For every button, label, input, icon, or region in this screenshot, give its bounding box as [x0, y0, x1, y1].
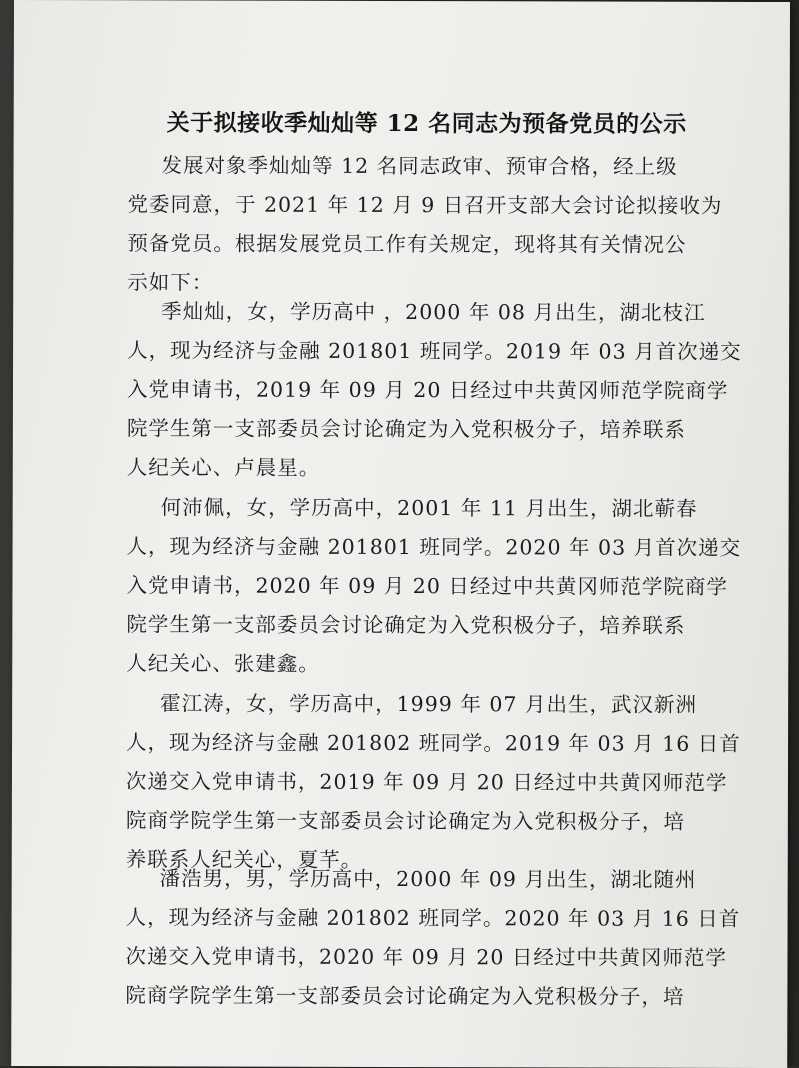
entry-line: 养联系人纪关心，夏芊。 [125, 847, 363, 872]
entry-line: 次递交入党申请书，2020 年 09 月 20 日经过中共黄冈师范学 [125, 944, 727, 970]
entry-line: 霍江涛，女，学历高中，1999 年 07 月出生，武汉新洲 [160, 691, 698, 717]
entry-line: 潘浩男，男，学历高中，2000 年 09 月出生，湖北随州 [159, 866, 697, 892]
entry-line: 次递交入党申请书，2019 年 09 月 20 日经过中共黄冈师范学 [125, 769, 728, 795]
intro-line: 示如下： [127, 270, 214, 295]
entry-line: 人纪关心、张建鑫。 [126, 651, 320, 676]
intro-line: 发展对象季灿灿等 12 名同志政审、预审合格，经上级 [161, 153, 678, 179]
intro-line: 党委同意，于 2021 年 12 月 9 日召开支部大会讨论拟接收为 [127, 192, 723, 218]
entry-line: 入党申请书，2019 年 09 月 20 日经过中共黄冈师范学院商学 [126, 377, 729, 403]
entry-line: 人，现为经济与金融 201801 班同学。2020 年 03 月首次递交 [126, 534, 742, 560]
entry-line: 人纪关心、卢晨星。 [126, 455, 321, 480]
entry-line: 人，现为经济与金融 201802 班同学。2020 年 03 月 16 日首 [125, 905, 741, 931]
paper-sheet [11, 0, 790, 1068]
entry-line: 入党申请书，2020 年 09 月 20 日经过中共黄冈师范学院商学 [126, 573, 728, 599]
entry-paragraph-3 [125, 684, 741, 881]
entry-line: 何沛佩，女，学历高中，2001 年 11 月出生，湖北蕲春 [160, 495, 698, 521]
entry-line: 季灿灿，女，学历高中 ，2000 年 08 月出生，湖北枝江 [161, 299, 706, 325]
entry-paragraph-2 [126, 488, 742, 685]
entry-line: 院商学院学生第一支部委员会讨论确定为入党积极分子，培 [125, 983, 685, 1009]
entry-line: 人，现为经济与金融 201801 班同学。2019 年 03 月首次递交 [127, 338, 742, 364]
document-title: 关于拟接收季灿灿等 12 名同志为预备党员的公示 [166, 109, 687, 138]
entry-line: 院学生第一支部委员会讨论确定为入党积极分子，培养联系 [126, 612, 686, 638]
intro-paragraph [127, 146, 727, 304]
entry-paragraph-4 [125, 859, 741, 1017]
entry-paragraph-1 [126, 292, 742, 489]
entry-line: 院学生第一支部委员会讨论确定为入党积极分子，培养联系 [126, 416, 686, 442]
entry-line: 院商学院学生第一支部委员会讨论确定为入党积极分子，培 [125, 808, 685, 834]
intro-line: 预备党员。根据发展党员工作有关规定，现将其有关情况公 [127, 231, 687, 257]
entry-line: 人，现为经济与金融 201802 班同学。2019 年 03 月 16 日首 [126, 730, 741, 756]
